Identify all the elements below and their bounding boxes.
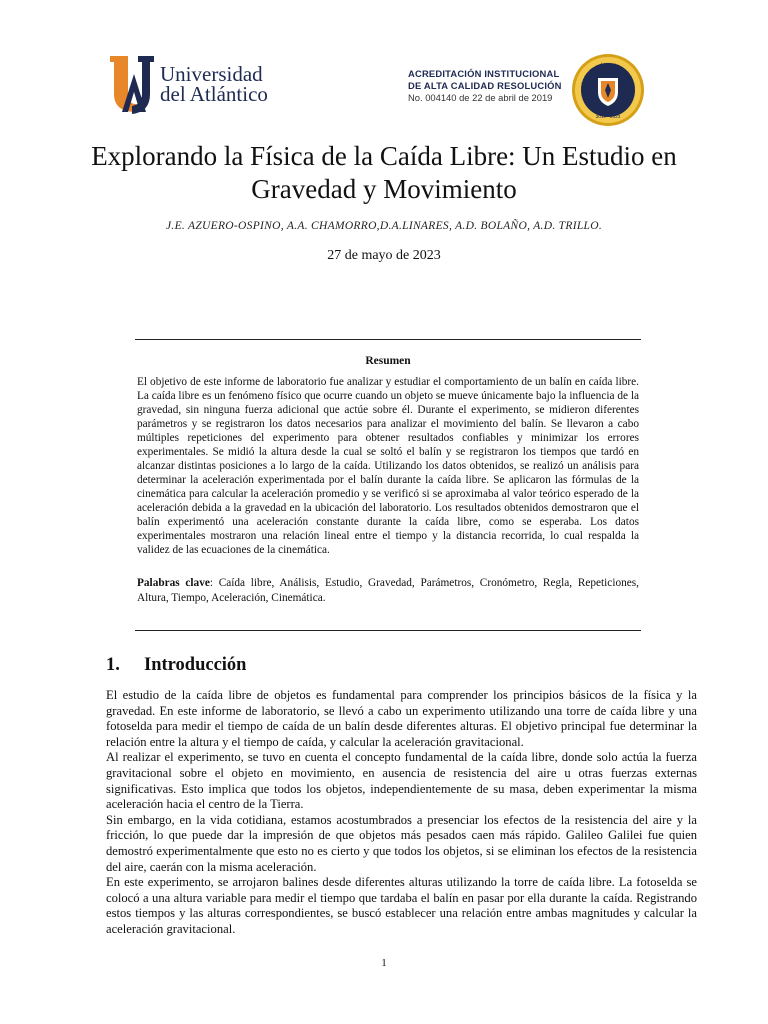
- keywords-text: : Caída libre, Análisis, Estudio, Gravedad, Parámetros, Cronómetro, Regla, Repeticiones, Altura, Tiempo, Aceleración, Cinemática.: [137, 577, 639, 604]
- abstract-bottom-rule: [135, 630, 641, 631]
- paragraph: El estudio de la caída libre de objetos es fundamental para comprender los principios básicos de la física y la gravedad. En este informe de laboratorio, se llevó a cabo un experimento utilizando una torre de caída libre y una fotoselda para medir el tiempo de caída de un balín desde diferentes alturas. El objetivo principal fue determinar la relación entre la altura y el tiempo de caída, y calcular la aceleración gravitacional.: [106, 688, 697, 749]
- introduction-body: [106, 688, 697, 938]
- university-name: [160, 64, 268, 104]
- university-name-line1: Universidad: [160, 62, 263, 86]
- paragraph: En este experimento, se arrojaron balines desde diferentes alturas utilizando la torre de caída libre. La fotoselda se colocó a una altura variable para medir el tiempo que tardaba el balín en pasar por ella durante la caída. Registrando estos tiempos y las alturas correspondientes, se buscó establecer una relación entre ambas magnitudes y calcular la aceleración gravitacional.: [106, 875, 697, 936]
- paper-authors: J.E. AZUERO-OSPINO, A.A. CHAMORRO,D.A.LINARES, A.D. BOLAÑO, A.D. TRILLO.: [165, 220, 602, 232]
- paragraph: Sin embargo, en la vida cotidiana, estamos acostumbrados a presenciar los efectos de la resistencia del aire y la fricción, lo que puede dar la impresión de que objetos más pesados caen más rápido. Galileo Galilei fue quien demostró experimentalmente que esto no es cierto y que todos los objetos, si se eliminan los efectos de la resistencia del aire, caerán con la misma aceleración.: [106, 812, 697, 874]
- paper-title: Explorando la Física de la Caída Libre: Un Estudio en Gravedad y Movimiento: [91, 141, 677, 204]
- accreditation-line2: DE ALTA CALIDAD RESOLUCIÓN: [408, 80, 562, 91]
- accreditation-block: [408, 68, 578, 104]
- abstract-heading: Resumen: [365, 355, 411, 367]
- seal-years: 2019 - 2023: [595, 114, 621, 119]
- page-number: 1: [381, 957, 387, 969]
- seal-text: ACREDITACIÓN INSTITUCIONAL: [580, 61, 636, 89]
- section-number: 1.: [106, 655, 120, 675]
- abstract-text: El objetivo de este informe de laboratorio fue analizar y estudiar el comportamiento de un balín en caída libre. La caída libre es un fenómeno físico que ocurre cuando un objeto se mueve únicamente bajo la influencia de la gravedad, sin ninguna fuerza adicional que actúe sobre él. Durante el experimento, se midieron diferentes parámetros y se registraron los datos necesarios para analizar el movimiento del balín. Se llevaron a cabo múltiples repeticiones del experimento para obtener resultados confiables y minimizar los errores experimentales. Se midió la altura desde la cual se soltó el balín y se registraron los tiempos que tardó en alcanzar distintas posiciones a lo largo de la caída. Utilizando los datos obtenidos, se realizó un análisis para determinar la aceleración experimentada por el balín durante la caída libre. Se aplicaron las fórmulas de la cinemática para calcular la aceleración promedio y se verificó si se aproximaba al valor teórico esperado de la aceleración debida a la gravedad en la ubicación del laboratorio. Los resultados obtenidos demostraron que el balín experimentó una aceleración constante durante la caída libre, como se esperaba. Los datos experimentales mostraron una relación lineal entre el tiempo y la distancia recorrida, lo cual respalda la validez de las ecuaciones de la cinemática.: [137, 376, 639, 556]
- university-logo: [108, 54, 278, 116]
- paragraph: Al realizar el experimento, se tuvo en cuenta el concepto fundamental de la caída libre, donde solo actúa la fuerza gravitacional sobre el objeto en movimiento, en ausencia de resistencia del aire u otras fuerzas externas significativas. Esto implica que todos los objetos, independientemente de su masa, deben experimentar la misma aceleración hacia el centro de la Tierra.: [106, 750, 697, 812]
- section-heading: [106, 655, 246, 676]
- university-monogram-icon: [108, 54, 158, 116]
- keywords-label: Palabras clave: [137, 577, 210, 589]
- accreditation-line3: No. 004140 de 22 de abril de 2019: [408, 92, 553, 103]
- paper-date: 27 de mayo de 2023: [327, 248, 441, 263]
- abstract-top-rule: [135, 339, 641, 340]
- university-name-line2: del Atlántico: [160, 82, 268, 106]
- accreditation-seal-icon: [570, 52, 646, 128]
- keywords: [137, 576, 639, 605]
- section-title: Introducción: [144, 655, 247, 675]
- accreditation-line1: ACREDITACIÓN INSTITUCIONAL: [408, 68, 560, 79]
